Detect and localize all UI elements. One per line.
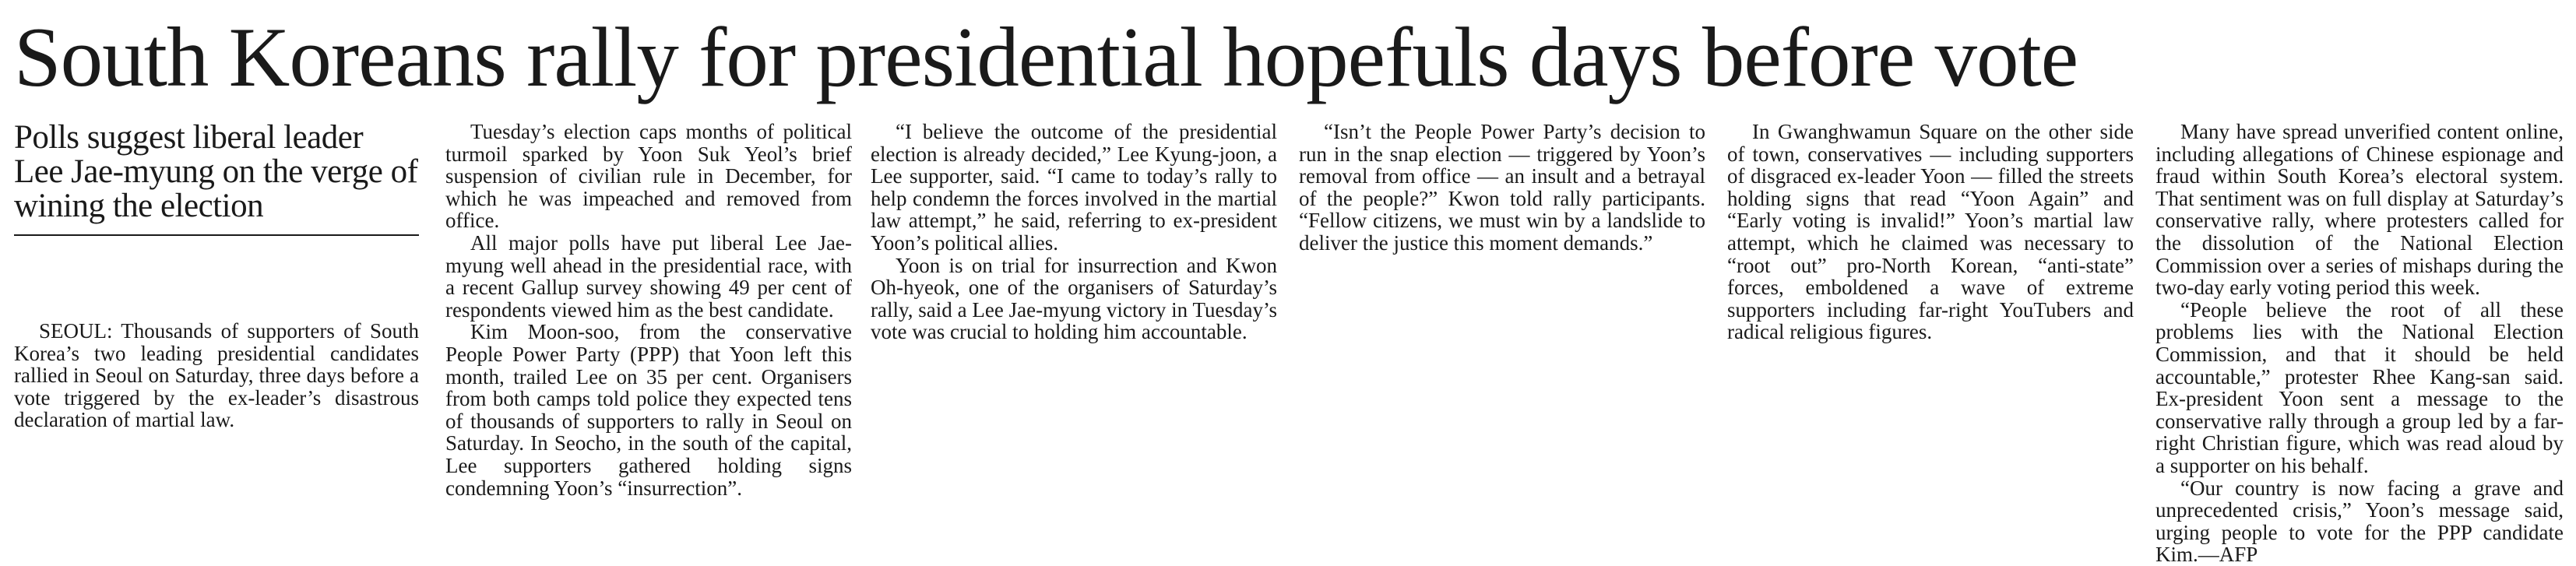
paragraph: Tuesday’s election caps months of political turmoil sparked by Yoon Suk Yeol’s brief suspension of civilian rule in December, for which he was impeached and removed from office. bbox=[445, 120, 852, 233]
paragraph: Many have spread unverified content online, including allegations of Chinese espionage and fraud within South Korea’s electoral system. That sentiment was on full display at Saturday’s conservative rally, where protesters called for the dissolution of the National Election Commission over a series of mishaps during the two-day early voting period this week. bbox=[2155, 120, 2564, 300]
column-1 bbox=[14, 121, 419, 431]
column-6 bbox=[2155, 121, 2564, 566]
paragraph: “Our country is now facing a grave and unprecedented crisis,” Yoon’s message said, urging people to vote for the PPP candidate Kim.—AFP bbox=[2155, 476, 2564, 566]
column-2 bbox=[445, 121, 852, 499]
headline: South Koreans rally for presidential hopefuls days before vote bbox=[14, 10, 2078, 104]
column-4 bbox=[1299, 121, 1705, 255]
subheadline: Polls suggest liberal leader Lee Jae-myung on the verge of wining the election bbox=[14, 121, 419, 236]
paragraph: In Gwanghwamun Square on the other side of town, conservatives — including supporters of disgraced ex-leader Yoon — filled the streets holding signs that read “Yoon Again” and “Early voting is invalid!” Yoon’s martial law attempt, which he claimed was necessary to “root out” pro-North Korean, “anti-state” forces, emboldened a wave of extreme supporters including far-right YouTubers and radical religious figures. bbox=[1727, 120, 2134, 344]
paragraph: Kim Moon-soo, from the conservative People Power Party (PPP) that Yoon left this month, trailed Lee on 35 per cent. Organisers from both camps told police they expected tens of thousands of supporters to rally in Seoul on Saturday. In Seocho, in the south of the capital, Lee supporters gathered holding signs condemning Yoon’s “insurrection”. bbox=[445, 320, 852, 500]
paragraph: “People believe the root of all these problems lies with the National Election Commission, and that it should be held accountable,” protester Rhee Kang-san said. Ex-president Yoon sent a message to the conservative rally through a group led by a far-right Christian figure, which was read aloud by a supporter on his behalf. bbox=[2155, 297, 2564, 477]
paragraph: “I believe the outcome of the presidential election is already decided,” Lee Kyung-joon, a Lee supporter, said. “I came to today’s rally to help condemn the forces involved in the martial law attempt,” he said, referring to ex-president Yoon’s political allies. bbox=[871, 120, 1277, 255]
column-5 bbox=[1727, 121, 2134, 343]
paragraph: All major polls have put liberal Lee Jae-myung well ahead in the presidential race, with a recent Gallup survey showing 49 per cent of respondents viewed him as the best candidate. bbox=[445, 230, 852, 322]
paragraph: “Isn’t the People Power Party’s decision to run in the snap election — triggered by Yoon’s removal from office — an insult and a betrayal of the people?” Kwon told rally participants. “Fellow citizens, we must win by a landslide to deliver the justice this moment demands.” bbox=[1299, 120, 1705, 255]
paragraph-lede: SEOUL: Thousands of supporters of South Korea’s two leading presidential candidates rallied in Seoul on Saturday, three days before a vote triggered by the ex-leader’s disastrous declaration of martial law. bbox=[14, 319, 419, 432]
paragraph: Yoon is on trial for insurrection and Kwon Oh-hyeok, one of the organisers of Saturday’s rally, said a Lee Jae-myung victory in Tuesday’s vote was crucial to holding him accountable. bbox=[871, 253, 1277, 344]
column-3 bbox=[871, 121, 1277, 343]
